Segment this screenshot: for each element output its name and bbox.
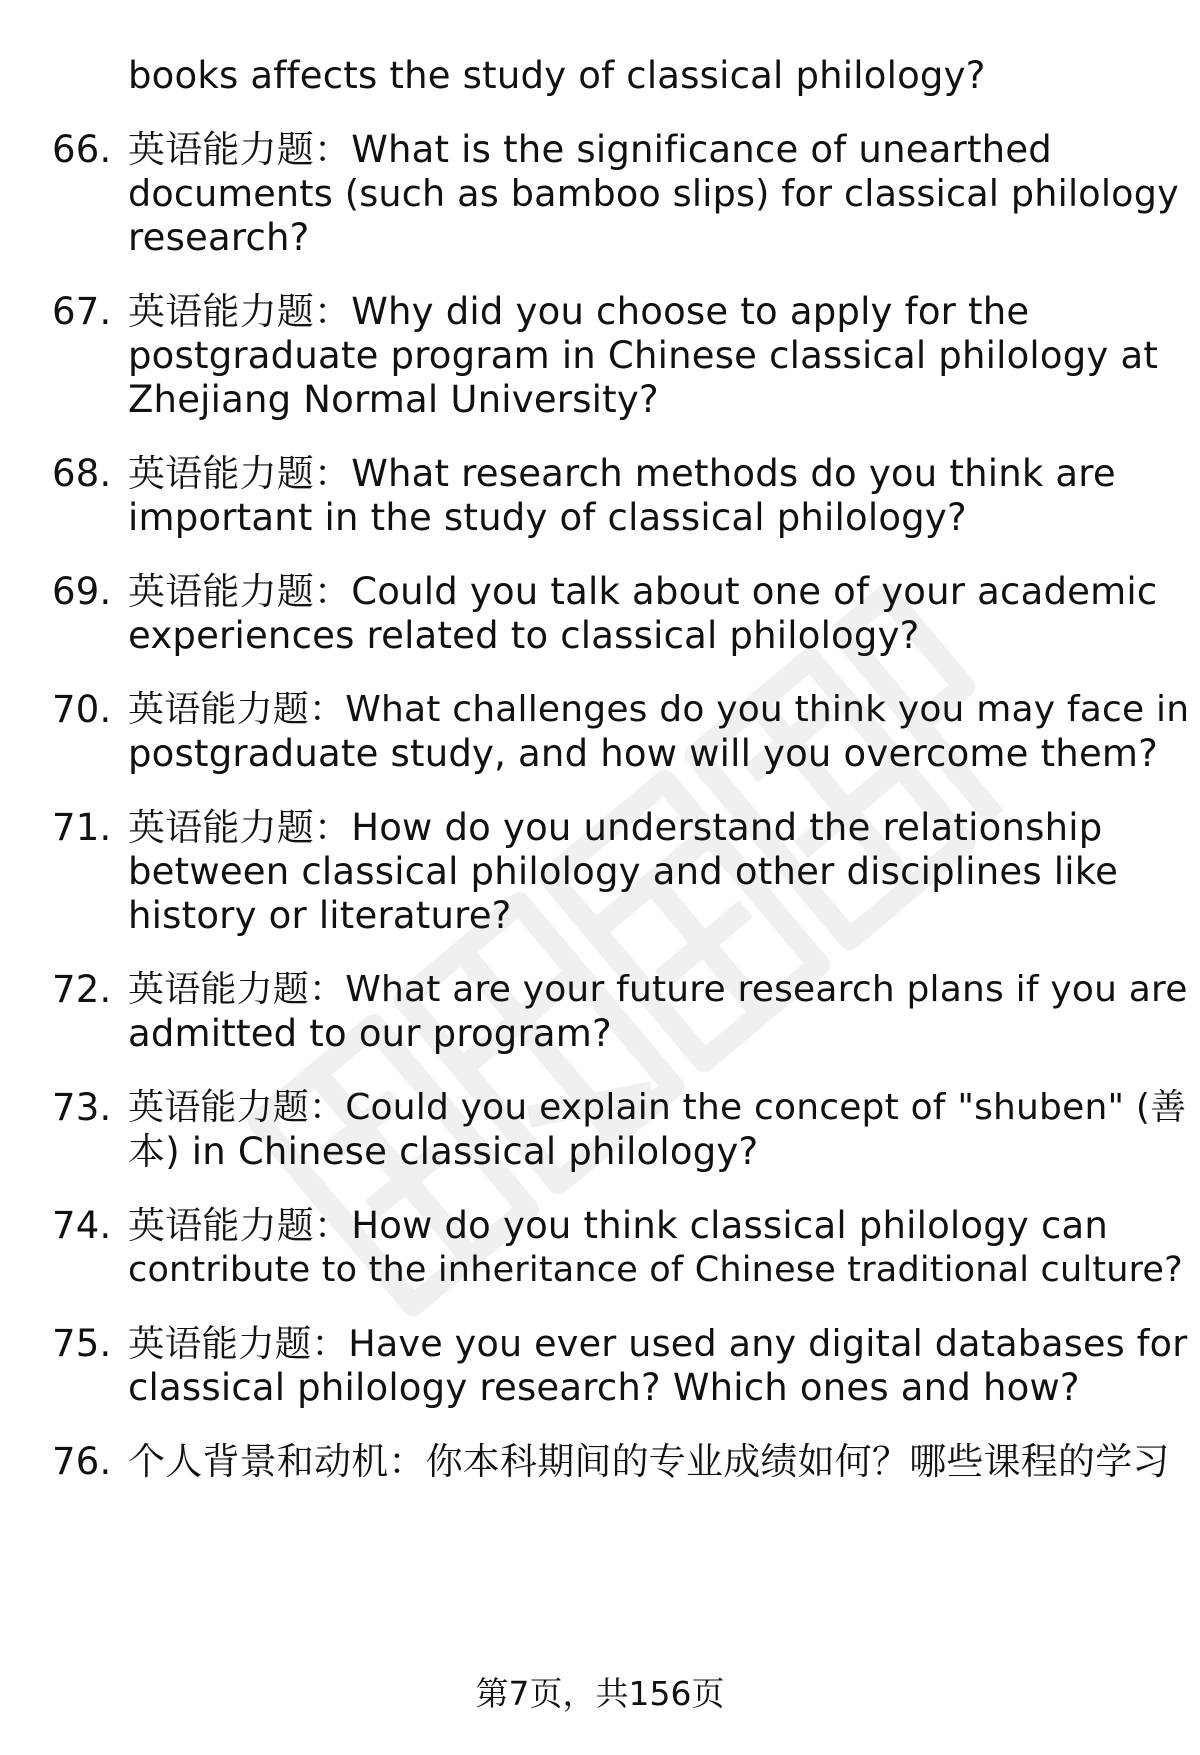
item-text: important in the study of classical philology? <box>128 496 967 539</box>
item-number: 72. <box>52 968 112 1011</box>
item-text: 英语能力题：What is the significance of unearthed <box>128 128 1052 171</box>
item-text: 英语能力题：Why did you choose to apply for the <box>128 290 1030 333</box>
item-number: 66. <box>52 128 112 171</box>
item-text: research? <box>128 216 310 259</box>
item-text: 英语能力题：How do you think classical philology can <box>128 1204 1109 1247</box>
item-text: between classical philology and other disciplines like <box>128 850 1119 893</box>
item-number: 75. <box>52 1322 112 1365</box>
item-number: 68. <box>52 452 112 495</box>
item-text: classical philology research? Which ones and how? <box>128 1366 1080 1409</box>
item-text: 英语能力题：How do you understand the relationship <box>128 806 1103 849</box>
item-text: postgraduate study, and how will you overcome them? <box>128 732 1158 775</box>
item-text: history or literature? <box>128 894 512 937</box>
item-text: 英语能力题：What challenges do you think you may face in <box>128 689 1190 730</box>
item-text: admitted to our program? <box>128 1012 612 1055</box>
item-text: 英语能力题：Have you ever used any digital databases for <box>128 1322 1188 1365</box>
page-number-footer: 第7页，共156页 <box>475 1674 725 1713</box>
item-text: experiences related to classical philology? <box>128 614 920 657</box>
item-text: Zhejiang Normal University? <box>128 378 659 421</box>
item-text: contribute to the inheritance of Chinese traditional culture? <box>128 1250 1183 1290</box>
item-text: 英语能力题：What research methods do you think are <box>128 452 1116 495</box>
item-text: 个人背景和动机：你本科期间的专业成绩如何？哪些课程的学习 <box>128 1440 1170 1483</box>
item-text: 英语能力题：Could you explain the concept of "shuben" (善 <box>128 1087 1187 1128</box>
item-number: 76. <box>52 1440 112 1483</box>
item-number: 67. <box>52 290 112 333</box>
item-text: 英语能力题：What are your future research plans if you are <box>128 969 1188 1010</box>
item-number: 70. <box>52 688 112 731</box>
item-text: documents (such as bamboo slips) for classical philology <box>128 172 1179 215</box>
item-number: 69. <box>52 570 112 613</box>
item-number: 71. <box>52 806 112 849</box>
item-number: 73. <box>52 1086 112 1129</box>
item-number: 74. <box>52 1204 112 1247</box>
item-text: postgraduate program in Chinese classical philology at <box>128 334 1159 377</box>
item-text: 本) in Chinese classical philology? <box>128 1130 759 1173</box>
item-text: books affects the study of classical philology? <box>128 54 986 97</box>
item-text: 英语能力题：Could you talk about one of your academic <box>128 570 1158 613</box>
